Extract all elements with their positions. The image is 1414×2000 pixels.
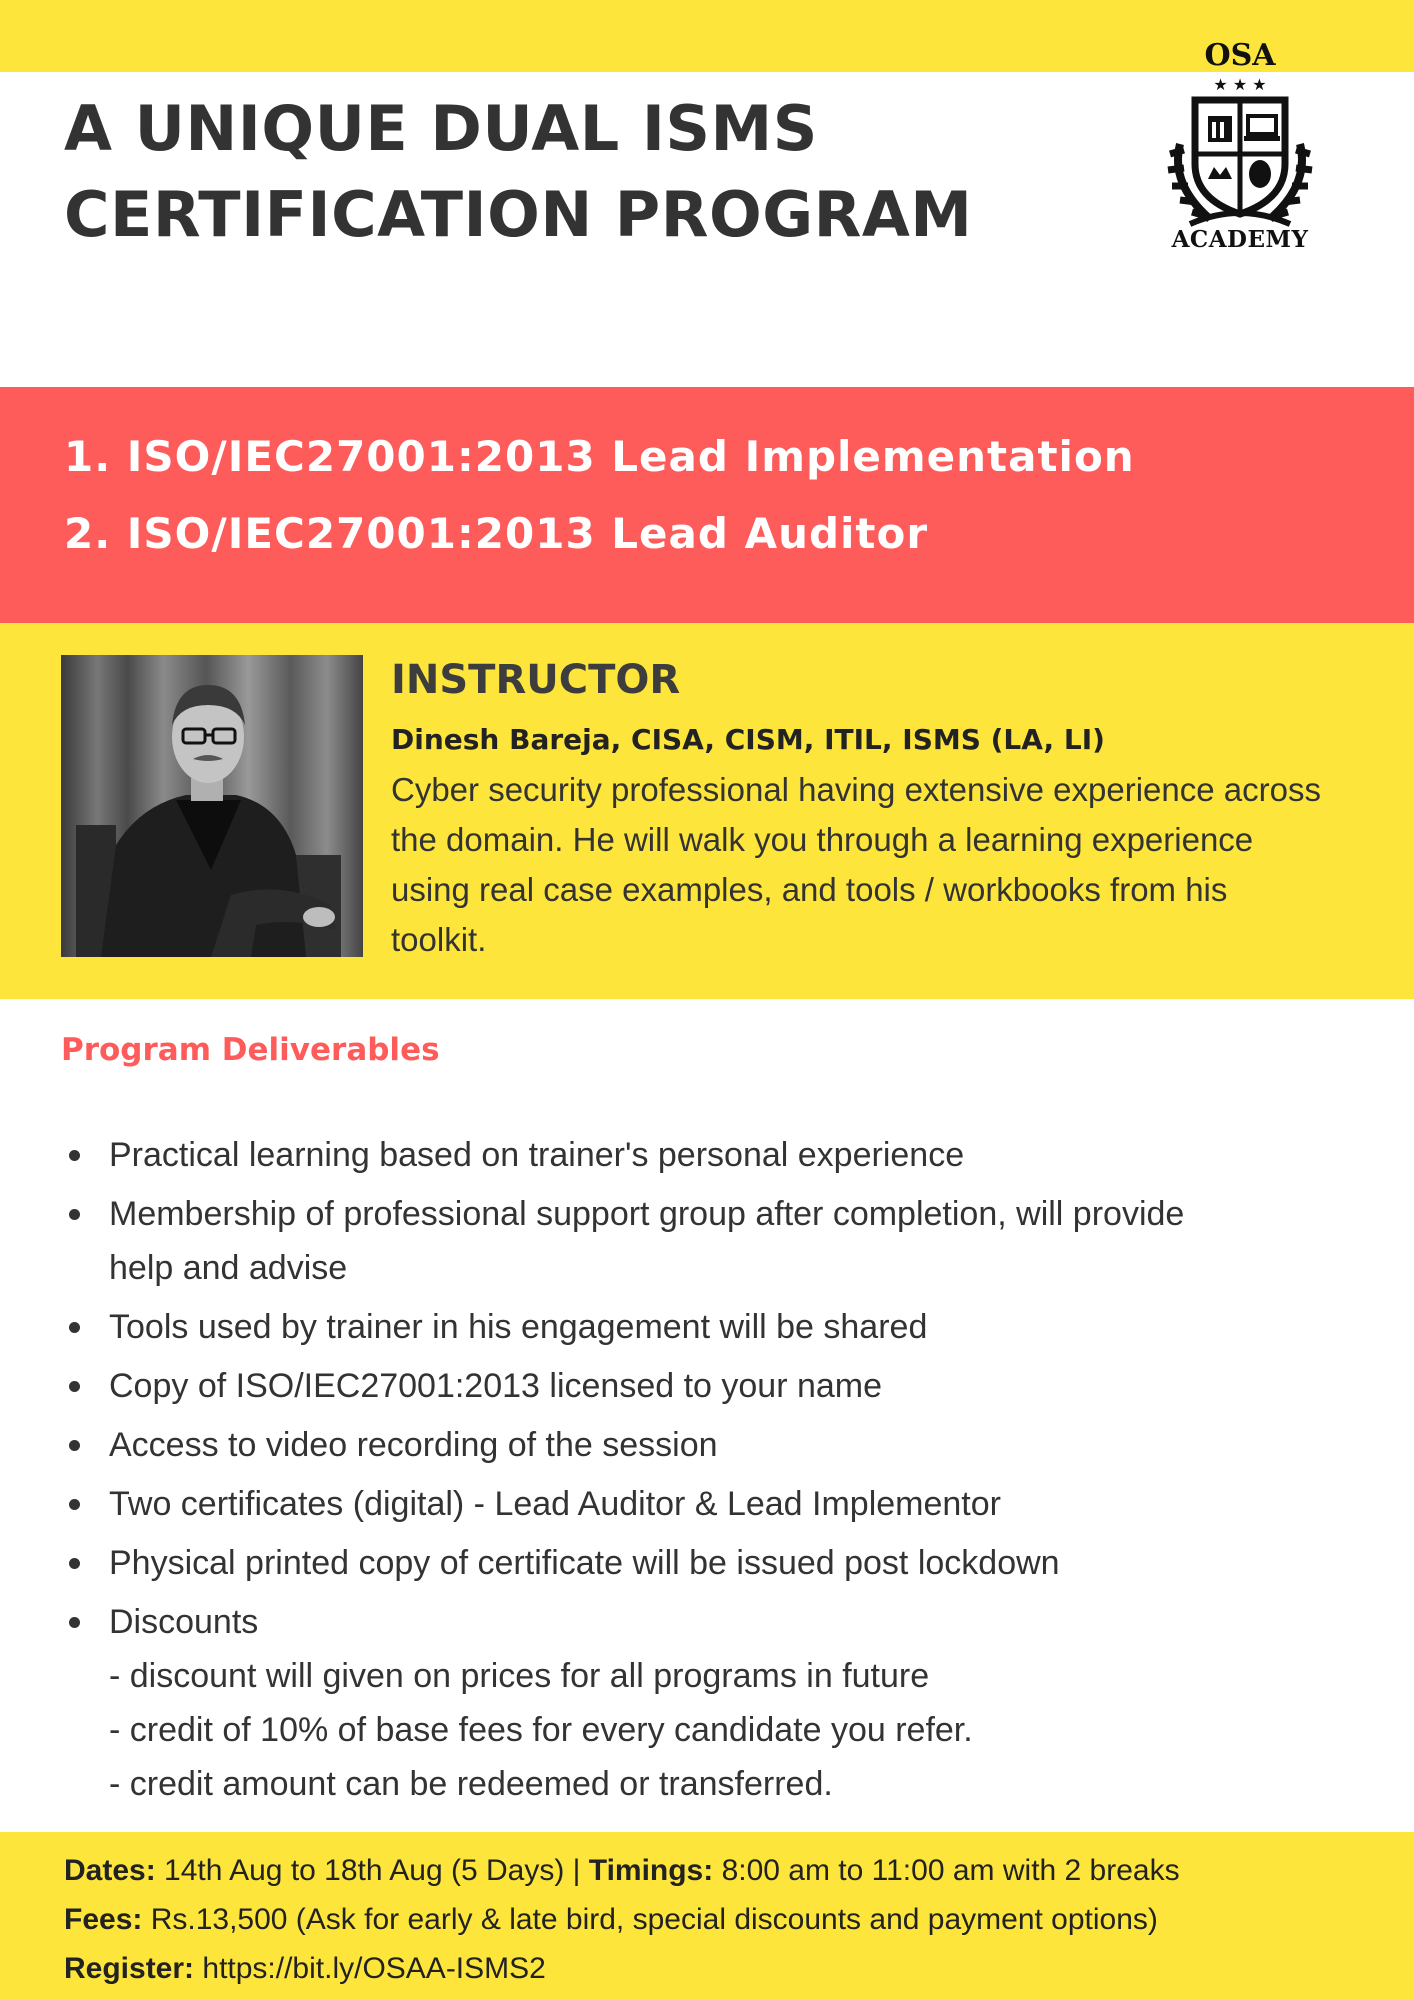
title-line-1: A UNIQUE DUAL ISMS (64, 92, 818, 165)
list-item (61, 1418, 1361, 1472)
list-item-text: Practical learning based on trainer's personal experience (109, 1136, 965, 1174)
deliverables-heading: Program Deliverables (61, 1032, 440, 1068)
register-line (64, 1952, 546, 1986)
crest-icon (1150, 74, 1330, 234)
dates-value: 14th Aug to 18th Aug (5 Days) | (164, 1854, 589, 1887)
bullet-icon (69, 1558, 80, 1569)
logo-bottom-text: ACADEMY (1171, 226, 1309, 253)
course-item-1: 1. ISO/IEC27001:2013 Lead Implementation (64, 432, 1135, 481)
osa-academy-logo (1150, 30, 1330, 260)
bullet-icon (69, 1617, 80, 1628)
fees-label: Fees: (64, 1903, 143, 1936)
discount-note-2: - credit of 10% of base fees for every candidate you refer. (109, 1711, 973, 1749)
dates-label: Dates: (64, 1854, 156, 1887)
list-item-text: Tools used by trainer in his engagement will be shared (109, 1308, 928, 1346)
instructor-name: Dinesh Bareja, CISA, CISM, ITIL, ISMS (LA, LI) (391, 723, 1105, 756)
bullet-icon (69, 1209, 80, 1220)
instructor-bio: Cyber security professional having extensive experience across the domain. He will walk you through a learning experience using real case examples, and tools / workbooks from his toolkit. (391, 771, 1321, 958)
discount-note-1: - discount will given on prices for all programs in future (109, 1657, 930, 1695)
list-item (61, 1128, 1361, 1182)
list-item-text: Copy of ISO/IEC27001:2013 licensed to your name (109, 1367, 883, 1405)
list-item-text: Physical printed copy of certificate will be issued post lockdown (109, 1544, 1060, 1582)
list-item (61, 1300, 1361, 1354)
register-label: Register: (64, 1952, 195, 1985)
list-item-text: Discounts (109, 1603, 259, 1641)
register-link[interactable]: https://bit.ly/OSAA-ISMS2 (202, 1952, 546, 1985)
logo-top-text: OSA (1204, 38, 1276, 73)
dates-line (64, 1854, 1180, 1888)
timings-label: Timings: (588, 1854, 714, 1887)
course-item-2: 2. ISO/IEC27001:2013 Lead Auditor (64, 509, 929, 558)
discount-note-3: - credit amount can be redeemed or transferred. (109, 1765, 833, 1803)
list-item (61, 1477, 1361, 1531)
bullet-icon (69, 1322, 80, 1333)
timings-value: 8:00 am to 11:00 am with 2 breaks (721, 1854, 1180, 1887)
list-item (61, 1359, 1361, 1413)
bullet-icon (69, 1381, 80, 1392)
instructor-portrait-icon (61, 655, 363, 957)
instructor-heading: INSTRUCTOR (391, 657, 681, 703)
list-item (61, 1536, 1361, 1590)
courses-band (0, 387, 1414, 623)
list-item-text: Membership of professional support group after completion, will provide help and advise (109, 1195, 1185, 1287)
bullet-icon (69, 1440, 80, 1451)
instructor-photo (61, 655, 363, 957)
fees-line (64, 1903, 1158, 1937)
footer-band (0, 1832, 1414, 2000)
title-line-2: CERTIFICATION PROGRAM (64, 178, 973, 251)
list-item-text: Access to video recording of the session (109, 1426, 718, 1464)
bullet-icon (69, 1499, 80, 1510)
page-title (64, 86, 973, 258)
list-item (61, 1187, 1209, 1295)
fees-value: Rs.13,500 (Ask for early & late bird, special discounts and payment options) (150, 1903, 1158, 1936)
instructor-section (0, 623, 1414, 999)
list-item-text: Two certificates (digital) - Lead Auditor & Lead Implementor (109, 1485, 1001, 1523)
svg-text:★ ★ ★: ★ ★ ★ (1213, 75, 1267, 94)
bullet-icon (69, 1150, 80, 1161)
deliverables-list (61, 1128, 1361, 1816)
list-item (61, 1595, 1361, 1811)
